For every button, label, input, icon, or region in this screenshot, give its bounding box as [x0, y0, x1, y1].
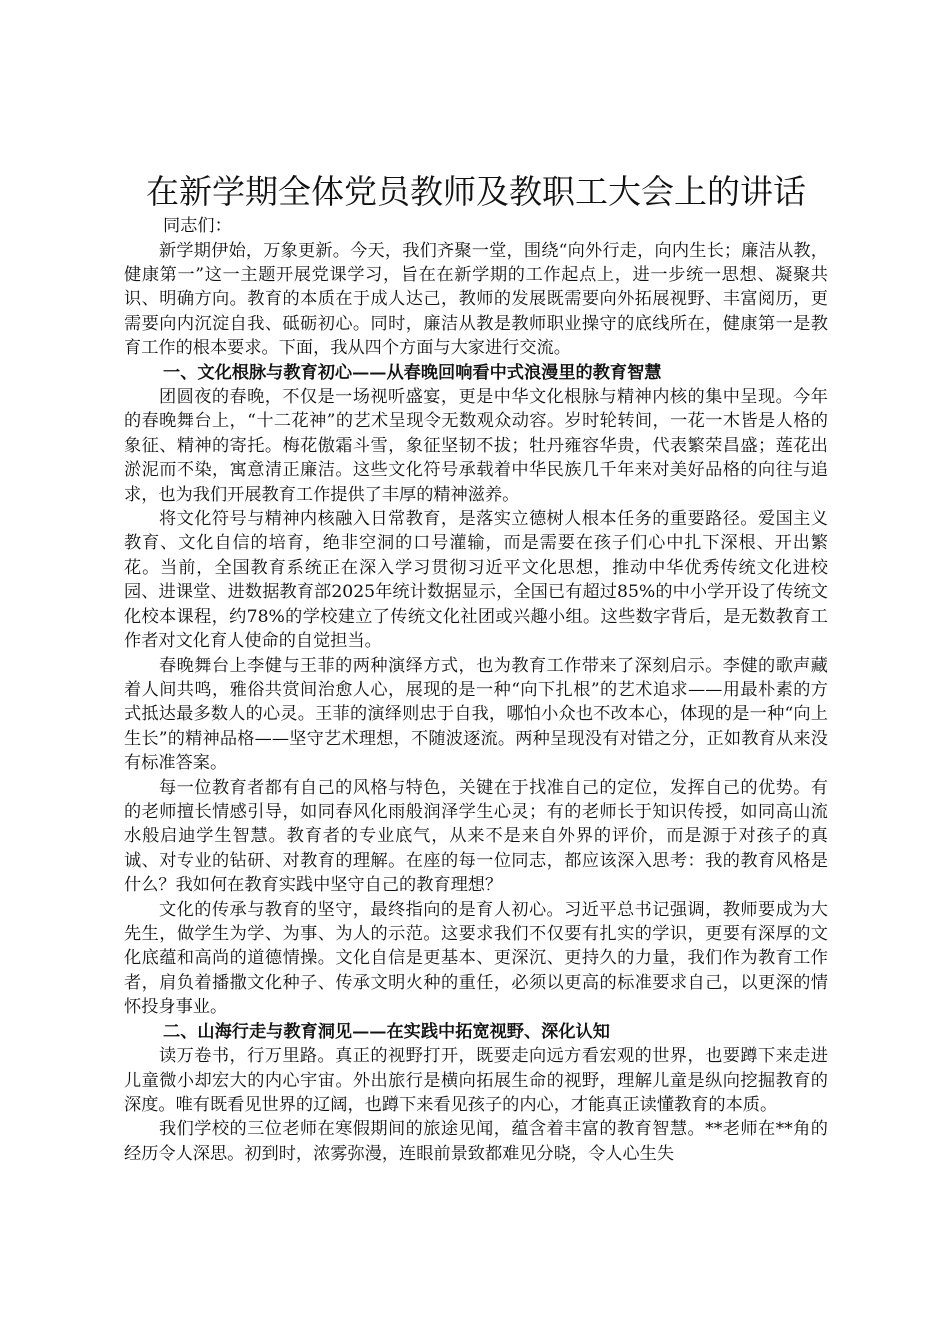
- section2-paragraph: 读万卷书，行万里路。真正的视野打开，既要走向远方看宏观的世界，也要蹲下来走进儿童微小却宏大的内心宇宙。外出旅行是横向拓展生命的视野，理解儿童是纵向挖掘教育的深度。唯有既看见世界的辽阔，也蹲下来看见孩子的内心，才能真正读懂教育的本质。: [124, 1046, 828, 1115]
- salutation: 同志们：: [163, 216, 232, 236]
- section1-paragraph: 文化的传承与教育的坚守，最终指向的是育人初心。习近平总书记强调，教师要成为大先生，做学生为学、为事、为人的示范。这要求我们不仅要有扎实的学识，更要有深厚的文化底蕴和高尚的道德情操。文化自信是更基本、更深沉、更持久的力量，我们作为教育工作者，肩负着播撒文化种子、传承文明火种的重任，必须以更高的标准要求自己，以更深的情怀投身事业。: [124, 899, 828, 1018]
- section2-paragraph: 我们学校的三位老师在寒假期间的旅途见闻，蕴含着丰富的教育智慧。**老师在**角的经历令人深思。初到时，浓雾弥漫，连眼前景致都难见分晓，令人心生失: [124, 1119, 828, 1164]
- document-title: 在新学期全体党员教师及教职工大会上的讲话: [146, 172, 806, 211]
- document-page: [124, 170, 828, 1166]
- intro-paragraph: 新学期伊始，万象更新。今天，我们齐聚一堂，围绕“向外行走，向内生长；廉洁从教，健康第一”这一主题开展党课学习，旨在在新学期的工作起点上，进一步统一思想、凝聚共识、明确方向。教育的本质在于成人达己，教师的发展既需要向外拓展视野、丰富阅历，更需要向内沉淀自我、砥砺初心。同时，廉洁从教是教师职业操守的底线所在，健康第一是教育工作的根本要求。下面，我从四个方面与大家进行交流。: [124, 240, 828, 359]
- section-heading-2: 二、山海行走与教育洞见——在实践中拓宽视野、深化认知: [163, 1021, 610, 1042]
- section1-paragraph: 春晚舞台上李健与王菲的两种演绎方式，也为教育工作带来了深刻启示。李健的歌声藏着人间共鸣，雅俗共赏间治愈人心，展现的是一种“向下扎根”的艺术追求——用最朴素的方式抵达最多数人的心灵。王菲的演绎则忠于自我，哪怕小众也不改本心，体现的是一种“向上生长”的精神品格——坚守艺术理想，不随波逐流。两种呈现没有对错之分，正如教育从来没有标准答案。: [124, 655, 828, 774]
- section-heading-1: 一、文化根脉与教育初心——从春晚回响看中式浪漫里的教育智慧: [163, 362, 662, 383]
- section1-paragraph: 将文化符号与精神内核融入日常教育，是落实立德树人根本任务的重要路径。爱国主义教育、文化自信的培育，绝非空洞的口号灌输，而是需要在孩子们心中扎下深根、开出繁花。当前，全国教育系统正在深入学习贯彻习近平文化思想，推动中华优秀传统文化进校园、进课堂、进数据教育部2025年统计数据显示，全国已有超过85%的中小学开设了传统文化校本课程，约78%的学校建立了传统文化社团或兴趣小组。这些数字背后，是无数教育工作者对文化育人使命的自觉担当。: [124, 509, 828, 652]
- section1-paragraph: 每一位教育者都有自己的风格与特色，关键在于找准自己的定位，发挥自己的优势。有的老师擅长情感引导，如同春风化雨般润泽学生心灵；有的老师长于知识传授，如同高山流水般启迪学生智慧。教育者的专业底气，从来不是来自外界的评价，而是源于对孩子的真诚、对专业的钻研、对教育的理解。在座的每一位同志，都应该深入思考：我的教育风格是什么？我如何在教育实践中坚守自己的教育理想？: [124, 777, 828, 896]
- section1-paragraph: 团圆夜的春晚，不仅是一场视听盛宴，更是中华文化根脉与精神内核的集中呈现。今年的春晚舞台上，“十二花神”的艺术呈现令无数观众动容。岁时轮转间，一花一木皆是人格的象征、精神的寄托。梅花傲霜斗雪，象征坚韧不拔；牡丹雍容华贵，代表繁荣昌盛；莲花出淤泥而不染，寓意清正廉洁。这些文化符号承载着中华民族几千年来对美好品格的向往与追求，也为我们开展教育工作提供了丰厚的精神滋养。: [124, 387, 828, 505]
